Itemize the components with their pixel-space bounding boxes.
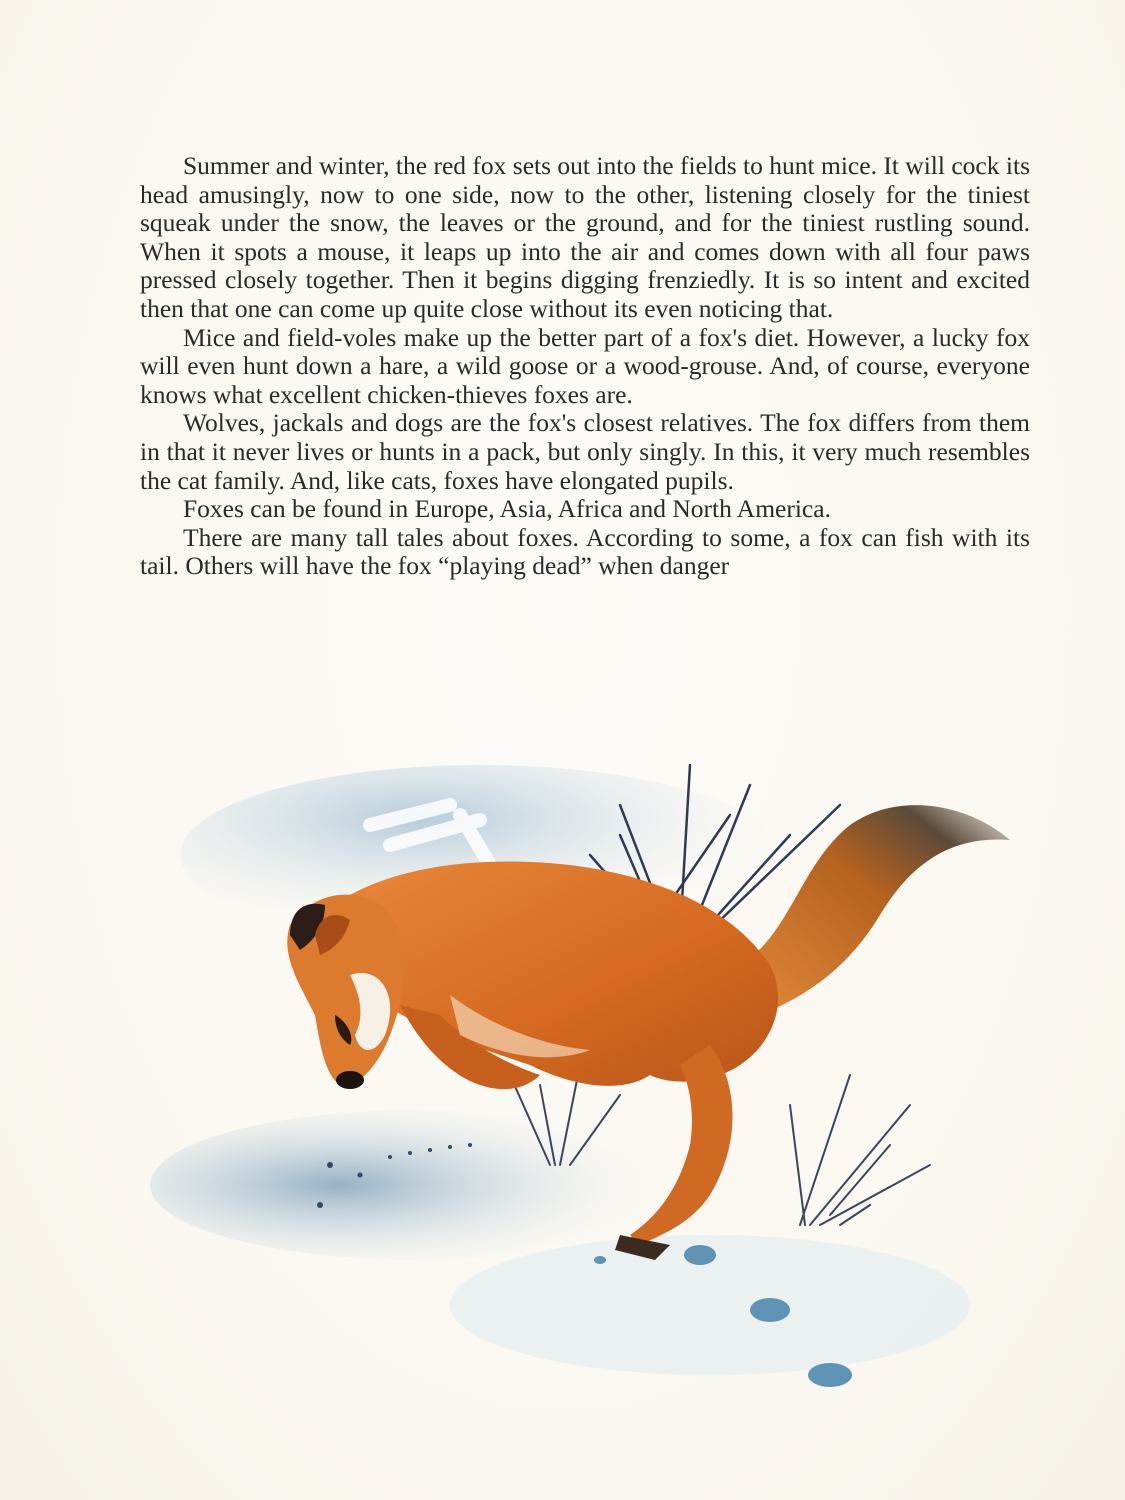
fox-tail bbox=[740, 805, 1010, 1015]
grass-tuft-right bbox=[790, 1075, 930, 1225]
body-text bbox=[140, 152, 1030, 581]
fox-nose bbox=[336, 1071, 364, 1089]
paragraph-4: Foxes can be found in Europe, Asia, Africa and North America. bbox=[183, 494, 831, 524]
paragraph-3: Wolves, jackals and dogs are the fox's closest relatives. The fox differs from them in that it never lives or hunts in a pack, but only singly. In this, it very much resembles the cat family. And, like cats, foxes have elongated pupils. bbox=[140, 408, 1030, 495]
paragraph-1: Summer and winter, the red fox sets out into the fields to hunt mice. It will cock its head amusingly, now to one side, now to the other, listening closely for the tiniest squeak under the snow, the leaves or the ground, and for the tiniest rustling sound. When it spots a mouse, it leaps up into the air and comes down with all four paws pressed closely together. Then it begins digging frenziedly. It is so intent and excited then that one can come up quite close without its even noticing that. bbox=[140, 151, 1030, 323]
paragraph-2: Mice and field-voles make up the better part of a fox's diet. However, a lucky fox will even hunt down a hare, a wild goose or a wood-grouse. And, of course, everyone knows what excellent chicken-thieves foxes are. bbox=[140, 322, 1030, 409]
snow-drift bbox=[150, 1110, 690, 1260]
paragraph-5: There are many tall tales about foxes. According to some, a fox can fish with its tail. Others will have the fox “playing dead” when danger bbox=[140, 522, 1030, 581]
fox-illustration bbox=[150, 745, 1030, 1425]
